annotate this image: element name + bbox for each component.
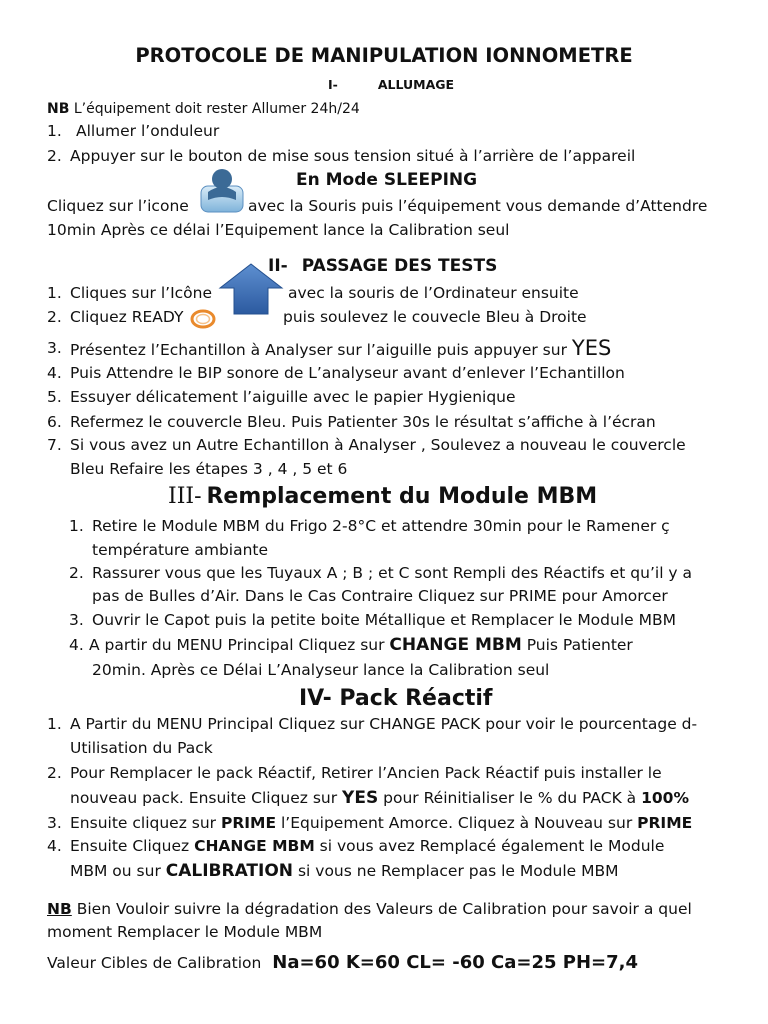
list-item bbox=[47, 836, 665, 856]
section-1-number: I- bbox=[328, 77, 338, 92]
list-text: avec la souris de l’Ordinateur ensuite bbox=[288, 284, 579, 302]
prime-keyword: PRIME bbox=[637, 814, 693, 832]
list-item bbox=[47, 121, 220, 141]
calibration-targets bbox=[47, 953, 638, 973]
list-text: Refermez le couvercle Bleu. Puis Patienter 30s le résultat s’affiche à l’écran bbox=[70, 413, 656, 431]
list-number: 3. bbox=[47, 339, 62, 357]
sleeping-line-1b: avec la Souris puis l’équipement vous demande d’Attendre bbox=[248, 197, 708, 215]
list-item bbox=[47, 307, 184, 327]
list-number: 1. bbox=[47, 122, 62, 140]
list-text: Essuyer délicatement l’aiguille avec le papier Hygienique bbox=[70, 388, 516, 406]
list-number: 4. bbox=[47, 837, 62, 855]
list-item bbox=[47, 387, 516, 407]
nb-note-bottom-continued: moment Remplacer le Module MBM bbox=[47, 923, 323, 941]
list-text-continued: Utilisation du Pack bbox=[70, 739, 213, 757]
list-item bbox=[47, 412, 656, 432]
list-text: Ouvrir le Capot puis la petite boite Métallique et Remplacer le Module MBM bbox=[92, 611, 676, 629]
list-text-continued: MBM ou sur CALIBRATION si vous ne Remplacer pas le Module MBM bbox=[70, 861, 619, 881]
home-arrow-icon bbox=[218, 262, 284, 316]
sleeping-heading: En Mode SLEEPING bbox=[296, 170, 478, 190]
list-text: Ensuite cliquez sur PRIME l’Equipement Amorce. Cliquez à Nouveau sur PRIME bbox=[70, 814, 693, 832]
list-number: 2. bbox=[69, 564, 84, 582]
list-item bbox=[69, 635, 633, 655]
list-item bbox=[47, 813, 693, 833]
list-text: puis soulevez le couvecle Bleu à Droite bbox=[283, 308, 587, 326]
list-text-continued: nouveau pack. Ensuite Cliquez sur YES pour Réinitialiser le % du PACK à 100% bbox=[70, 788, 689, 808]
nb-text: Bien Vouloir suivre la dégradation des Valeurs de Calibration pour savoir a quel bbox=[71, 900, 692, 918]
list-text-continued: 20min. Après ce Délai L’Analyseur lance la Calibration seul bbox=[92, 661, 550, 679]
list-item bbox=[69, 563, 693, 583]
list-text: Ensuite Cliquez CHANGE MBM si vous avez Remplacé également le Module bbox=[70, 837, 665, 855]
list-item bbox=[47, 336, 612, 360]
nb-text: L’équipement doit rester Allumer 24h/24 bbox=[69, 101, 360, 117]
section-1-heading bbox=[328, 75, 454, 95]
list-number: 6. bbox=[47, 413, 62, 431]
list-item bbox=[69, 516, 670, 536]
section-3-heading bbox=[168, 484, 597, 511]
calibration-targets-values: Na=60 K=60 CL= -60 Ca=25 PH=7,4 bbox=[272, 952, 638, 973]
list-item bbox=[47, 363, 625, 383]
list-item bbox=[47, 435, 686, 455]
prime-keyword: PRIME bbox=[220, 814, 277, 832]
change-mbm-keyword: CHANGE MBM bbox=[389, 635, 522, 655]
list-item bbox=[47, 763, 662, 783]
list-text-continued: température ambiante bbox=[92, 541, 269, 559]
nb-note-bottom bbox=[47, 899, 692, 919]
list-text: Présentez l’Echantillon à Analyser sur l’aiguille puis appuyer sur YES bbox=[70, 336, 612, 360]
list-number: 2. bbox=[47, 147, 62, 165]
nb-label: NB bbox=[47, 101, 70, 117]
calibration-targets-label: Valeur Cibles de Calibration bbox=[47, 954, 267, 972]
yes-keyword: YES bbox=[342, 788, 379, 808]
change-mbm-keyword: CHANGE MBM bbox=[194, 837, 315, 855]
list-text: Cliquez READY bbox=[70, 308, 184, 326]
list-item bbox=[47, 714, 698, 734]
person-icon bbox=[199, 166, 245, 214]
list-number: 4. bbox=[47, 364, 62, 382]
list-number: 2. bbox=[47, 764, 62, 782]
yes-keyword: YES bbox=[571, 336, 612, 360]
sleeping-line-1a: Cliquez sur l’icone bbox=[47, 197, 189, 215]
list-number: 3. bbox=[69, 611, 84, 629]
list-text: Si vous avez un Autre Echantillon à Analyser , Soulevez a nouveau le couvercle bbox=[70, 436, 686, 454]
section-3-number: III- bbox=[168, 484, 202, 509]
list-number: 1. bbox=[47, 284, 62, 302]
list-text: A Partir du MENU Principal Cliquez sur CHANGE PACK pour voir le pourcentage d- bbox=[70, 715, 698, 733]
sleeping-line-2: 10min Après ce délai l’Equipement lance la Calibration seul bbox=[47, 221, 510, 239]
list-text: A partir du MENU Principal Cliquez sur CHANGE MBM Puis Patienter bbox=[89, 635, 633, 655]
list-text: Puis Attendre le BIP sonore de L’analyseur avant d’enlever l’Echantillon bbox=[70, 364, 625, 382]
list-text: Pour Remplacer le pack Réactif, Retirer l’Ancien Pack Réactif puis installer le bbox=[70, 764, 662, 782]
section-4-heading: IV- Pack Réactif bbox=[299, 686, 493, 711]
list-item bbox=[47, 283, 213, 303]
list-number: 4. bbox=[69, 636, 84, 654]
list-number: 7. bbox=[47, 436, 62, 454]
list-text-continued: Bleu Refaire les étapes 3 , 4 , 5 et 6 bbox=[70, 460, 348, 478]
list-number: 2. bbox=[47, 308, 62, 326]
section-3-title: Remplacement du Module MBM bbox=[206, 484, 598, 509]
ring-icon bbox=[188, 308, 218, 330]
list-number: 1. bbox=[69, 517, 84, 535]
section-2-heading bbox=[268, 256, 497, 276]
list-number: 3. bbox=[47, 814, 62, 832]
nb-label: NB bbox=[47, 900, 72, 918]
calibration-keyword: CALIBRATION bbox=[165, 861, 294, 881]
list-text: Retire le Module MBM du Frigo 2-8°C et attendre 30min pour le Ramener ç bbox=[92, 517, 670, 535]
list-text: Rassurer vous que les Tuyaux A ; B ; et C sont Rempli des Réactifs et qu’il y a bbox=[92, 564, 693, 582]
section-2-number: II- bbox=[268, 256, 288, 276]
list-number: 5. bbox=[47, 388, 62, 406]
nb-note-top bbox=[47, 99, 360, 119]
list-item bbox=[47, 146, 636, 166]
list-text: Allumer l’onduleur bbox=[76, 122, 220, 140]
list-text-continued: pas de Bulles d’Air. Dans le Cas Contraire Cliquez sur PRIME pour Amorcer bbox=[92, 587, 668, 605]
list-item bbox=[69, 610, 676, 630]
list-text: Cliques sur l’Icône bbox=[70, 284, 213, 302]
percent-keyword: 100% bbox=[641, 789, 689, 807]
list-number: 1. bbox=[47, 715, 62, 733]
document-title: PROTOCOLE DE MANIPULATION IONNOMETRE bbox=[135, 44, 633, 67]
list-text: Appuyer sur le bouton de mise sous tension situé à l’arrière de l’appareil bbox=[70, 147, 636, 165]
section-2-title: PASSAGE DES TESTS bbox=[301, 256, 498, 276]
section-1-title: ALLUMAGE bbox=[377, 77, 455, 92]
